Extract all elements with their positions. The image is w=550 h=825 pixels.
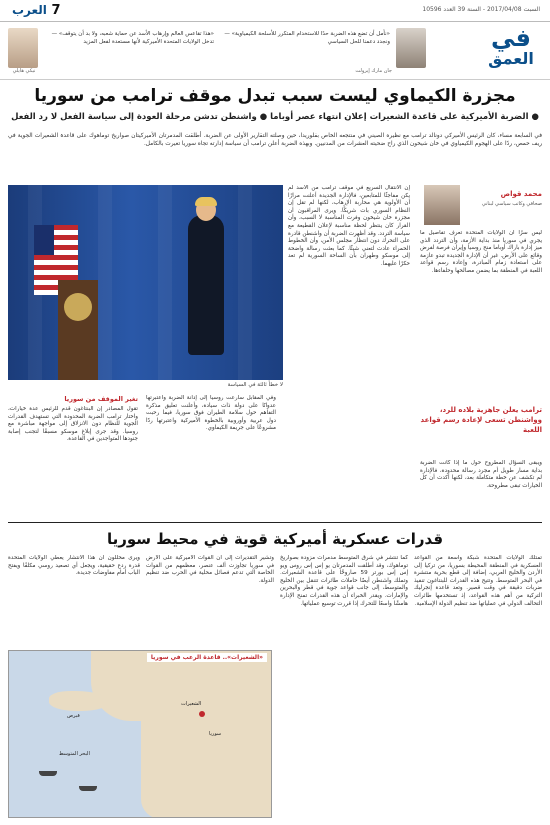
figure-graphic <box>188 215 224 355</box>
quotes-strip <box>0 24 550 80</box>
map-label-syria: سوريا <box>209 731 222 737</box>
ship-icon <box>39 771 57 776</box>
quote-left-name: نيكي هايلي <box>12 68 36 74</box>
section2-column-4: ويرى محللون أن هذا الانتشار يعطي الولايات المتحدة قدرة ردع حقيقية، ويجعل أي تصعيد روسي مكلفًا ويفتح الباب أمام مفاوضات جديدة. <box>8 555 140 577</box>
section2-column-1: تمتلك الولايات المتحدة شبكة واسعة من القواعد العسكرية في المنطقة المحيطة بسوريا، من تركيا إلى الأردن والخليج العربي، إضافة إلى قطع بحرية منتشرة في البحر المتوسط. وتتيح هذه القدرات للبنتاغون تنفيذ ضربات دقيقة في وقت قصير. وتعد قاعدة إنجرليك التركية من أهم هذه القواعد، إذ تستخدمها طائرات التحالف الدولي في عملياتها ضد تنظيم الدولة الإسلامية. <box>414 555 542 607</box>
photo-caption: لا خطأ ثالثة في السياسة <box>227 382 283 388</box>
region-map <box>8 650 272 818</box>
main-headline: مجزرة الكيماوي ليست سبب تبدل موقف ترامب من سوريا <box>34 86 516 106</box>
author-photo <box>424 185 460 225</box>
ship-icon <box>79 786 97 791</box>
article-column-3: وفي المقابل سارعت روسيا إلى إدانة الضربة واعتبرتها عدوانًا على دولة ذات سيادة، وأعلنت تعليق مذكرة التفاهم حول سلامة الطيران فوق سوريا، فيما رحبت دول عربية وأوروبية بالخطوة الأميركية واعتبرتها ردًا مشروعًا على جريمة الكيماوي. <box>146 395 276 432</box>
date-line: السبت 2017/04/08 - السنة 39 العدد 10596 <box>422 6 540 13</box>
base-marker-icon <box>199 711 205 717</box>
author-role: صحافي وكاتب سياسي لبناني <box>481 201 542 207</box>
section-divider <box>8 522 542 523</box>
map-label-sea: البحر المتوسط <box>59 751 90 757</box>
page-number: 7 <box>51 3 61 18</box>
page-header <box>0 0 550 22</box>
box-title: تغير الموقف من سوريا <box>64 395 138 403</box>
lead-paragraph: في السابعة مساء، كان الرئيس الأميركي دونالد ترامب مع نظيره الصيني في منتجعه الخاص بفلوريدا، حين وصلته التقارير الأولى عن الضربة. أطلقت المدمرتان الأميركيتان صواريخ توماهوك على قاعدة الشعيرات الجوية في ريف حمص، ردًا على الهجوم الكيمياوي في خان شيخون الذي راح ضحيته العشرات من المدنيين. وبهذه الضربة أعلن ترامب أن سياسة إدارته تجاه سوريا تغيرت بالكامل. <box>8 133 542 147</box>
section-badge <box>480 26 542 76</box>
newspaper-logo: العرب <box>12 3 47 17</box>
map-label-cyprus: قبرص <box>67 713 80 719</box>
portrait-left <box>8 28 38 68</box>
portrait-right <box>396 28 426 68</box>
map-label-base: الشعيرات <box>181 701 202 707</box>
section-badge-line1: في <box>491 24 531 52</box>
quote-right-name: جان مارك إيرولت <box>355 68 392 74</box>
article-column-1-continued: ويبقى السؤال المطروح حول ما إذا كانت الضربة بداية مسار طويل أم مجرد رسالة محدودة، فالإدارة لم تكشف عن خطة متكاملة بعد، لكنها أكدت أن كل الخيارات تبقى مطروحة. <box>420 460 542 489</box>
main-photo <box>8 185 283 380</box>
presidential-seal-graphic <box>64 293 92 321</box>
article-column-1: ليس سرًا أن الولايات المتحدة تعرف تفاصيل ما يجري في سوريا منذ بداية الأزمة، وأن التردد الذي ميز إدارة باراك أوباما منح روسيا وإيران فرصة لفرض وقائع على الأرض. غير أن الإدارة الجديدة تبدو عازمة على استعادة زمام المبادرة، وإعادة رسم قواعد اللعبة في المنطقة بما يضمن مصالحها وحلفاءها. <box>420 230 542 274</box>
author-name: محمد قواص <box>500 190 542 198</box>
map-title: «الشعيرات».. قاعدة الرعب في سوريا <box>147 653 267 662</box>
article-column-4: تقول المصادر إن البنتاغون قدم للرئيس عدة خيارات، واختار ترامب الضربة المحدودة التي تستهدف القدرات الجوية للنظام دون الانزلاق إلى مواجهة مباشرة مع روسيا. وقد جرى إبلاغ موسكو مسبقًا لتجنب إصابة جنودها المتواجدين في القاعدة. <box>8 406 138 443</box>
section2-column-3: وتشير التقديرات إلى أن القوات الأميركية على الأرض في سوريا تجاوزت ألف عنصر، معظمهم من القوات الخاصة التي تدعم فصائل محلية في الحرب ضد تنظيم الدولة. <box>146 555 274 584</box>
article-column-2: إن الانتقال السريع في موقف ترامب من الأسد لم يكن مفاجئًا للمتابعين، فالإدارة الجديدة أعلنت مرارًا أن الأولوية هي محاربة الإرهاب، لكنها لم تقل إن النظام السوري بات شريكًا. ويرى المراقبون أن مجزرة خان شيخون وفرت المناسبة لا السبب، وأن القرار كان ينتظر لحظة مناسبة لإعلان القطيعة مع سياسة التردد. وقد أظهرت الضربة أن واشنطن قادرة على التحرك دون انتظار مجلس الأمن، وأن الخطوط الحمراء عادت لتعني شيئًا. كما بعثت رسالة واضحة إلى موسكو وطهران بأن الساحة السورية لم تعد حكرًا عليهما. <box>288 185 410 267</box>
pull-quote: ترامب يعلن جاهزية بلاده للرد، وواشنطن تسعى لإعادة رسم قواعد اللعبة <box>420 406 542 434</box>
sub-headline: ● الضربة الأميركية على قاعدة الشعيرات إعلان انتهاء عصر أوباما ● واشنطن تدشن مرحلة العودة إلى سياسة الفعل لا رد الفعل <box>11 112 539 122</box>
section2-column-2: كما تنتشر في شرق المتوسط مدمرات مزودة بصواريخ توماهوك، وقد أطلقت المدمرتان يو إس إس روس ويو إس إس بورتر 59 صاروخًا على قاعدة الشعيرات. وتملك واشنطن أيضًا حاملات طائرات تتنقل بين الخليج والمتوسط، إلى جانب قواعد جوية في قطر والبحرين والإمارات. ويقدر الخبراء أن هذه القدرات تمنح الإدارة هامشًا واسعًا للتحرك إذا قررت توسيع عملياتها. <box>280 555 408 607</box>
quote-left: «هذا تقاعس العالم وإرهاب الأسد عن حماية شعبه، ولا بد أن يتوقف» — تدخل الولايات المتحدة الأميركية لأنها مستعدة لفعل المزيد <box>51 31 214 45</box>
quote-right: «نأمل أن تضع هذه الضربة حدًا للاستخدام المتكرر للأسلحة الكيمياوية» — ونجدد دعمنا للحل السياسي <box>224 31 390 45</box>
map-cyprus <box>49 691 109 711</box>
page-number-logo <box>8 3 61 18</box>
section2-headline: قدرات عسكرية أميركية قوية في محيط سوريا <box>106 530 444 548</box>
section-badge-line2: العمق <box>488 49 534 68</box>
